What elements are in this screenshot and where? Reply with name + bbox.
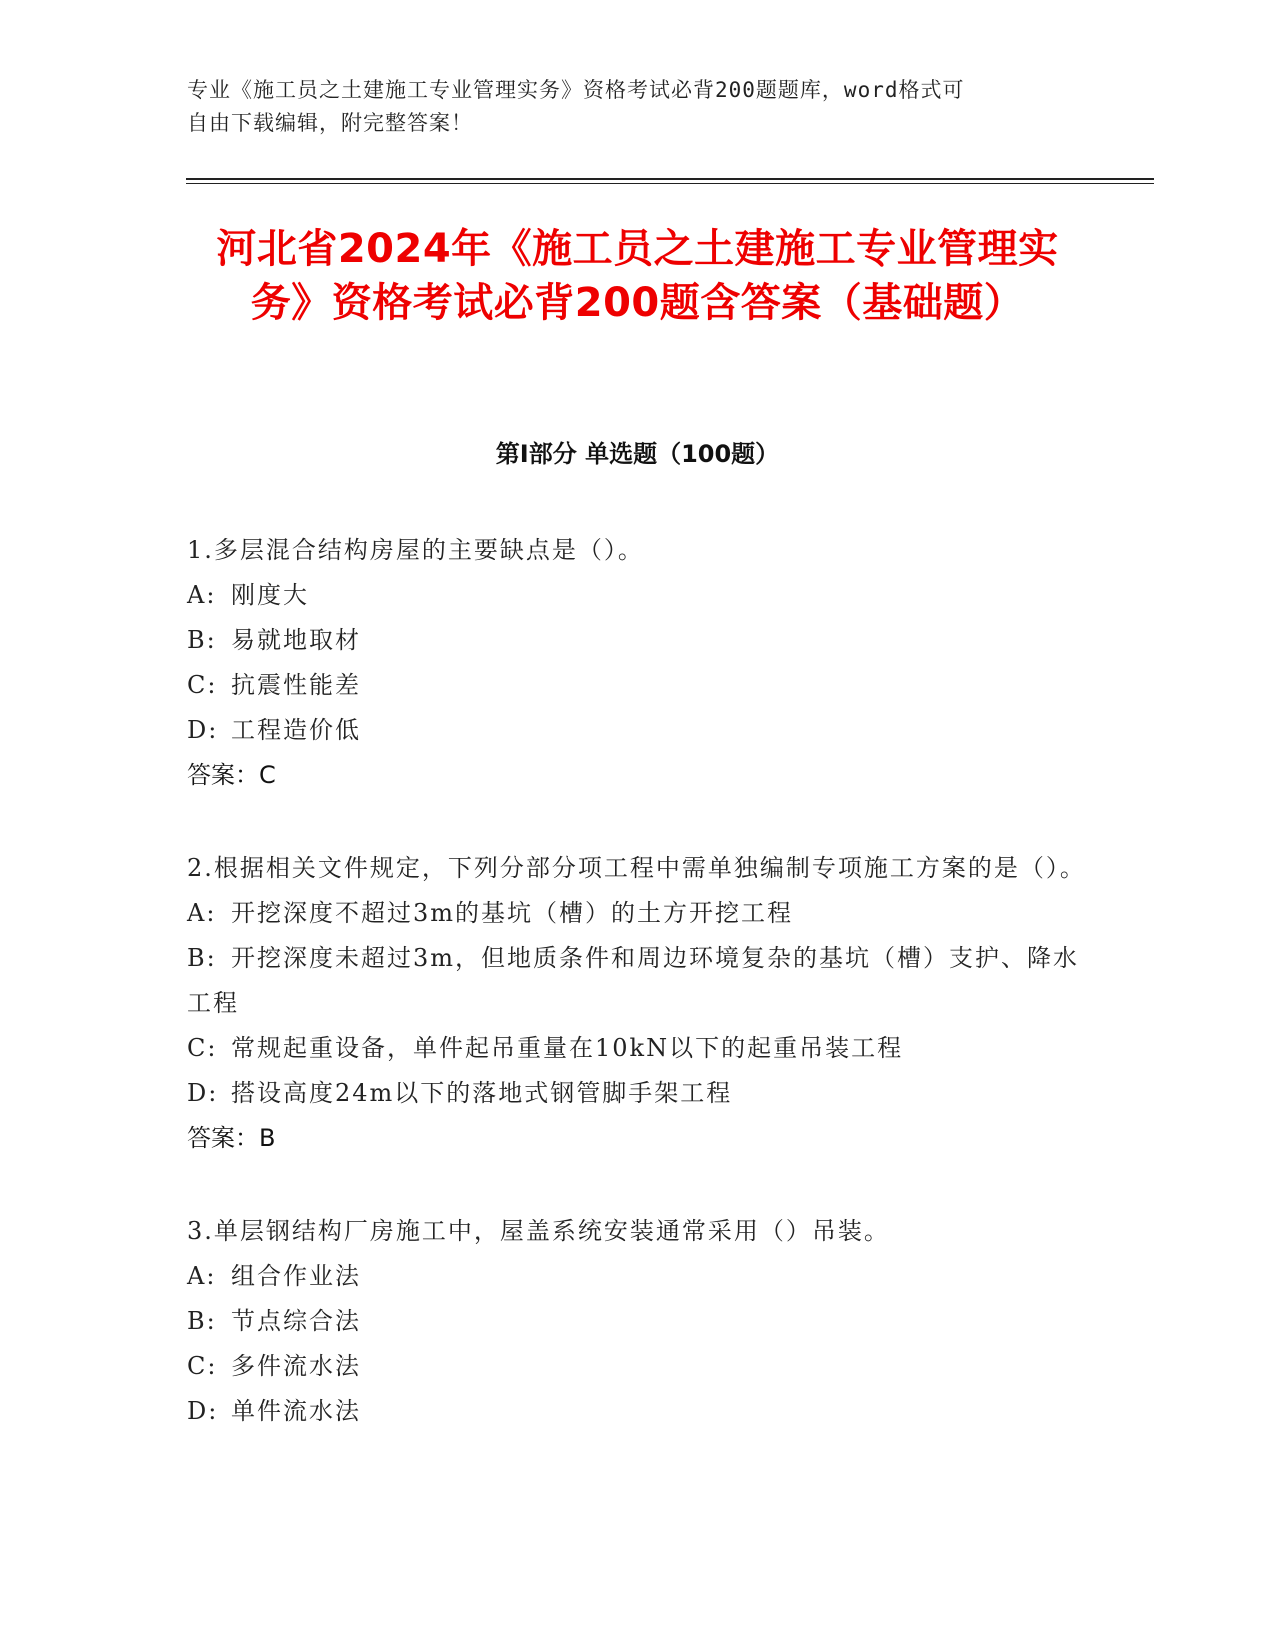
answer-line: 答案：C (187, 761, 276, 789)
option-c (187, 1026, 1087, 1071)
question-stem: 2.根据相关文件规定，下列分部分项工程中需单独编制专项施工方案的是（）。 (187, 854, 1086, 882)
option-text: 抗震性能差 (231, 671, 361, 699)
option-key: B: (187, 944, 217, 972)
question-stem: 1.多层混合结构房屋的主要缺点是（）。 (187, 536, 644, 564)
question-1 (187, 528, 1087, 798)
question-2 (187, 846, 1087, 1161)
header-divider-thick (186, 178, 1154, 180)
option-key: C: (187, 671, 218, 699)
option-text: 节点综合法 (231, 1307, 361, 1335)
option-c (187, 663, 1087, 708)
header-note-line-1: 专业《施工员之土建施工专业管理实务》资格考试必背200题题库，word格式可 (187, 78, 965, 102)
header-note-line-2: 自由下载编辑，附完整答案！ (187, 111, 473, 135)
question-list (187, 528, 1087, 1482)
option-key: C: (187, 1352, 218, 1380)
option-key: A: (187, 581, 217, 609)
option-d (187, 708, 1087, 753)
option-text: 组合作业法 (231, 1262, 361, 1290)
option-d (187, 1389, 1087, 1434)
option-key: A: (187, 899, 217, 927)
option-text: 多件流水法 (231, 1352, 361, 1380)
option-key: A: (187, 1262, 217, 1290)
option-text: 开挖深度未超过3m，但地质条件和周边环境复杂的基坑（槽）支护、降水工程 (187, 944, 1080, 1017)
option-c (187, 1344, 1087, 1389)
option-b (187, 936, 1087, 1026)
header-note (187, 74, 1067, 140)
option-b (187, 618, 1087, 663)
option-text: 易就地取材 (231, 626, 361, 654)
section-title: 第Ⅰ部分 单选题（100题） (495, 440, 780, 468)
option-a (187, 573, 1087, 618)
answer-line: 答案：B (187, 1124, 276, 1152)
option-key: B: (187, 1307, 217, 1335)
option-text: 刚度大 (231, 581, 309, 609)
question-3 (187, 1209, 1087, 1434)
option-a (187, 1254, 1087, 1299)
option-key: D: (187, 1079, 219, 1107)
option-text: 单件流水法 (231, 1397, 361, 1425)
header-divider-thin (186, 183, 1154, 184)
option-key: C: (187, 1034, 218, 1062)
option-b (187, 1299, 1087, 1344)
document-title: 河北省2024年《施工员之土建施工专业管理实务》资格考试必背200题含答案（基础题） (216, 226, 1059, 326)
option-a (187, 891, 1087, 936)
option-key: D: (187, 1397, 219, 1425)
option-text: 常规起重设备，单件起吊重量在10kN以下的起重吊装工程 (231, 1034, 904, 1062)
option-key: B: (187, 626, 217, 654)
option-d (187, 1071, 1087, 1116)
option-text: 开挖深度不超过3m的基坑（槽）的土方开挖工程 (231, 899, 794, 927)
option-text: 搭设高度24m以下的落地式钢管脚手架工程 (231, 1079, 733, 1107)
question-stem: 3.单层钢结构厂房施工中，屋盖系统安装通常采用（）吊装。 (187, 1217, 890, 1245)
option-key: D: (187, 716, 219, 744)
option-text: 工程造价低 (231, 716, 361, 744)
